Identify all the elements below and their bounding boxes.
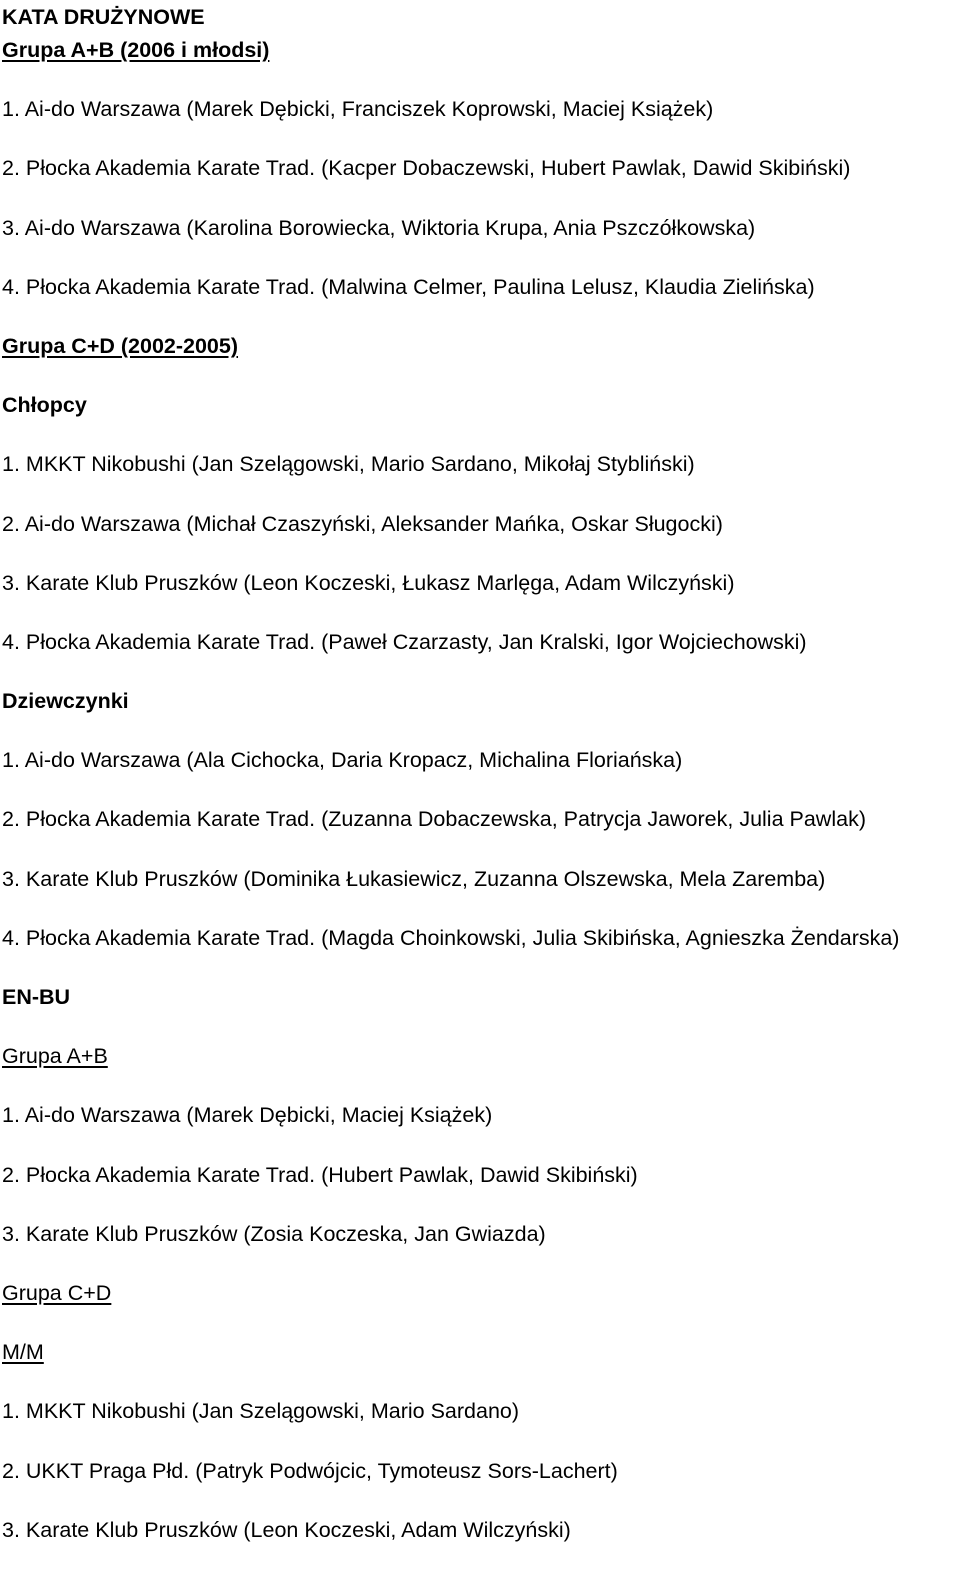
result-line: 1. MKKT Nikobushi (Jan Szelągowski, Mario Sardano, Mikołaj Stybliński): [2, 452, 695, 477]
result-line: 2. Płocka Akademia Karate Trad. (Hubert Pawlak, Dawid Skibiński): [2, 1162, 638, 1187]
enbu-ab-heading: Grupa A+B: [2, 1044, 108, 1069]
result-line: 4. Płocka Akademia Karate Trad. (Malwina Celmer, Paulina Lelusz, Klaudia Zielińska): [2, 274, 815, 299]
enbu-cd-heading: Grupa C+D: [2, 1280, 112, 1305]
result-line: 2. Ai-do Warszawa (Michał Czaszyński, Aleksander Mańka, Oskar Sługocki): [2, 511, 723, 536]
boys-subheading: Chłopcy: [2, 393, 87, 418]
kata-ab-heading: Grupa A+B (2006 i młodsi): [2, 38, 270, 62]
result-line: 1. Ai-do Warszawa (Marek Dębicki, Maciej Książek): [2, 1103, 493, 1128]
result-line: 2. UKKT Praga Płd. (Patryk Podwójcic, Tymoteusz Sors-Lachert): [2, 1458, 618, 1483]
enbu-cd-category: M/M: [2, 1340, 44, 1365]
result-line: 1. Ai-do Warszawa (Marek Dębicki, Franciszek Koprowski, Maciej Książek): [2, 97, 714, 122]
result-line: 3. Karate Klub Pruszków (Leon Koczeski, Adam Wilczyński): [2, 1517, 571, 1542]
results-document: [2, 0, 958, 1572]
result-line: 3. Ai-do Warszawa (Karolina Borowiecka, Wiktoria Krupa, Ania Pszczółkowska): [2, 215, 756, 240]
result-line: 3. Karate Klub Pruszków (Leon Koczeski, Łukasz Marlęga, Adam Wilczyński): [2, 570, 735, 595]
result-line: 3. Karate Klub Pruszków (Zosia Koczeska, Jan Gwiazda): [2, 1221, 546, 1246]
girls-subheading: Dziewczynki: [2, 689, 129, 714]
document-title: KATA DRUŻYNOWE: [2, 5, 205, 29]
result-line: 1. Ai-do Warszawa (Ala Cichocka, Daria Kropacz, Michalina Floriańska): [2, 748, 683, 773]
result-line: 2. Płocka Akademia Karate Trad. (Kacper Dobaczewski, Hubert Pawlak, Dawid Skibiński): [2, 156, 851, 181]
result-line: 3. Karate Klub Pruszków (Dominika Łukasiewicz, Zuzanna Olszewska, Mela Zaremba): [2, 866, 826, 891]
enbu-heading: EN-BU: [2, 985, 71, 1009]
result-line: 4. Płocka Akademia Karate Trad. (Magda Choinkowski, Julia Skibińska, Agnieszka Żendarska): [2, 925, 900, 950]
result-line: 1. MKKT Nikobushi (Jan Szelągowski, Mario Sardano): [2, 1399, 520, 1424]
result-line: 2. Płocka Akademia Karate Trad. (Zuzanna Dobaczewska, Patrycja Jaworek, Julia Pawlak): [2, 807, 866, 832]
result-line: 4. Płocka Akademia Karate Trad. (Paweł Czarzasty, Jan Kralski, Igor Wojciechowski): [2, 629, 807, 654]
kata-cd-heading: Grupa C+D (2002-2005): [2, 333, 239, 358]
